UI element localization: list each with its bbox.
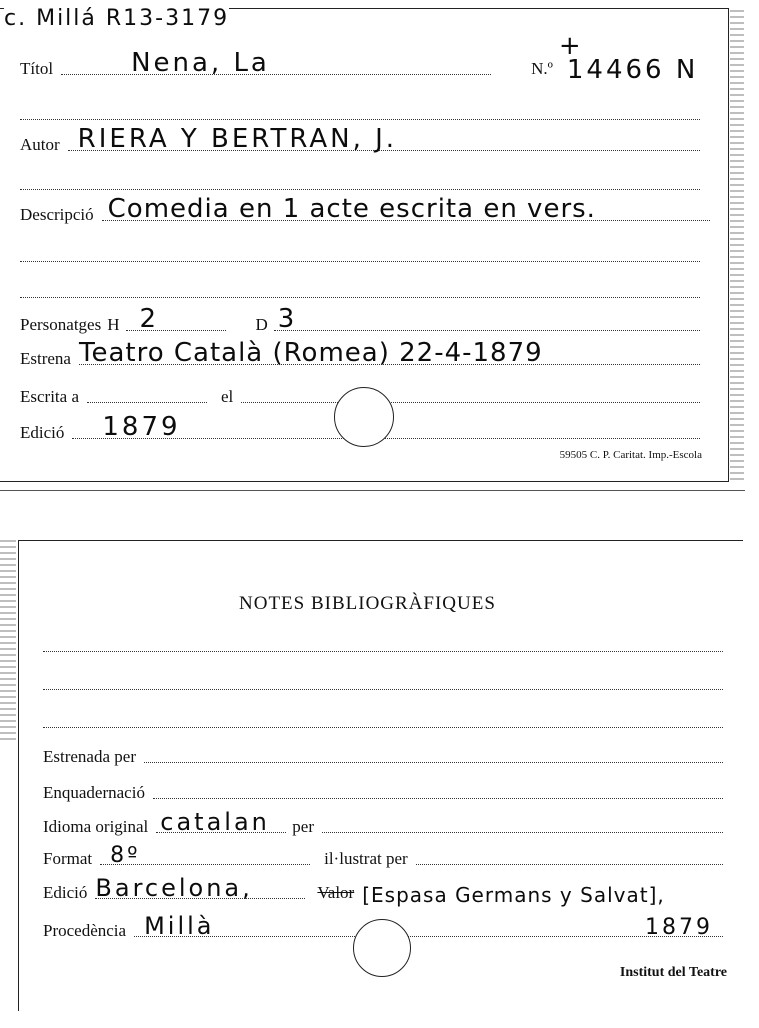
numero-mark: + <box>558 31 584 61</box>
descripcio-value: Comedia en 1 acte escrita en vers. <box>107 194 596 224</box>
autor-extra-line <box>20 189 700 190</box>
card-separator-line <box>0 490 745 491</box>
edicio-back-value: Barcelona, <box>95 874 253 902</box>
catalog-card-front <box>0 8 729 482</box>
h-label: H <box>107 315 120 334</box>
enquadernacio-label: Enquadernació <box>43 783 145 802</box>
procedencia-year: 1879 <box>645 915 713 940</box>
notes-line-1 <box>43 651 723 652</box>
estrenada-label: Estrenada per <box>43 747 136 766</box>
catalog-reference: c. Millá R13-3179 <box>4 6 230 31</box>
descripcio-line-3 <box>20 297 700 298</box>
notes-title: NOTES BIBLIOGRÀFIQUES <box>239 593 496 614</box>
escrita-label: Escrita a <box>20 387 79 406</box>
institution-label: Institut del Teatre <box>619 965 727 980</box>
edicio-value: 1879 <box>102 412 181 442</box>
numero-value: 14466 N <box>566 55 699 85</box>
personatges-label: Personatges <box>20 315 102 334</box>
procedencia-label: Procedència <box>43 921 127 940</box>
valor-value: [Espasa Germans y Salvat], <box>362 883 665 907</box>
descripcio-label: Descripció <box>20 205 94 224</box>
numero-label: N.º <box>531 59 553 78</box>
estrenada-row <box>43 747 723 767</box>
edicio-back-label: Edició <box>43 883 88 902</box>
estrena-label: Estrena <box>20 349 71 368</box>
autor-label: Autor <box>20 135 60 154</box>
idioma-label: Idioma original <box>43 817 149 836</box>
notes-line-3 <box>43 727 723 728</box>
estrena-row <box>20 338 700 369</box>
descripcio-row <box>20 194 710 225</box>
format-label: Format <box>43 849 93 868</box>
enquadernacio-row <box>43 783 723 803</box>
procedencia-value: Millà <box>144 912 215 940</box>
illustrat-label: il·lustrat per <box>324 849 408 868</box>
titol-row <box>20 31 710 85</box>
el-label: el <box>221 387 234 406</box>
scan-edge-right-top <box>730 10 744 480</box>
scan-edge-left-bottom <box>0 540 16 740</box>
h-value: 2 <box>139 304 160 334</box>
autor-row <box>20 124 700 155</box>
titol-label: Títol <box>20 59 54 78</box>
format-row <box>43 843 723 869</box>
titol-value: Nena, La <box>131 48 270 78</box>
notes-line-2 <box>43 689 723 690</box>
edicio-label: Edició <box>20 423 65 442</box>
catalog-card-back <box>18 540 743 1011</box>
punch-hole-back <box>353 919 411 977</box>
valor-label: Valor <box>317 883 355 902</box>
idioma-row <box>43 808 723 837</box>
d-value: 3 <box>277 304 298 334</box>
estrena-value: Teatro Català (Romea) 22-4-1879 <box>78 338 543 368</box>
punch-hole-front <box>334 387 394 447</box>
printer-mark: 59505 C. P. Caritat. Imp.-Escola <box>559 449 702 461</box>
format-value: 8º <box>110 843 141 868</box>
titol-extra-line <box>20 119 700 120</box>
personatges-row <box>20 304 700 335</box>
descripcio-line-2 <box>20 261 700 262</box>
edicio-back-row <box>43 874 733 907</box>
d-label: D <box>255 315 268 334</box>
idioma-per-label: per <box>292 817 314 836</box>
autor-value: RIERA Y BERTRAN, J. <box>77 124 398 154</box>
idioma-value: catalan <box>160 808 270 836</box>
